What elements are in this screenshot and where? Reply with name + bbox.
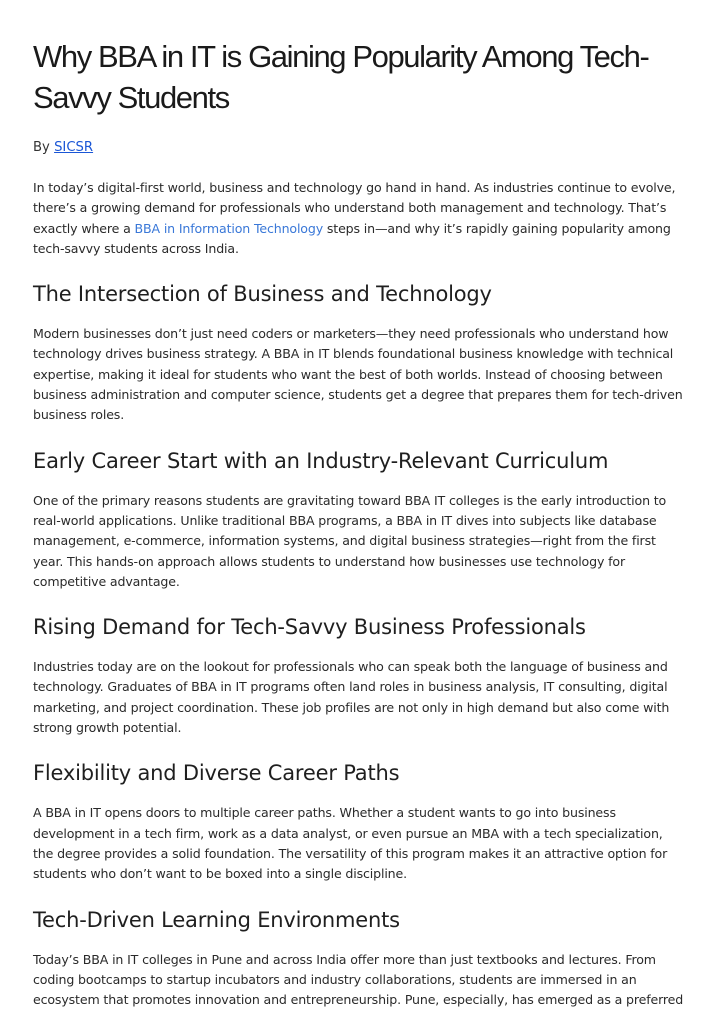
section-heading-early-career: Early Career Start with an Industry-Relevant Curriculum (33, 448, 609, 473)
section-heading-tech-learning: Tech-Driven Learning Environments (33, 907, 400, 932)
section-body-rising-demand: Industries today are on the lookout for professionals who can speak both the language of business and technology. Graduates of BBA in IT programs often land roles in business analysis, IT consulting, digital marketing, and project coordination. These job profiles are not only in high demand but also come with strong growth potential. (33, 659, 670, 736)
section-heading-rising-demand: Rising Demand for Tech-Savvy Business Professionals (33, 615, 586, 640)
section-heading-intersection: The Intersection of Business and Technology (33, 282, 492, 307)
intro-text-after: steps in—and why it’s rapidly gaining popularity among tech-savvy students across India. (33, 220, 671, 256)
intro-paragraph (33, 178, 685, 259)
section-body-intersection: Modern businesses don’t just need coders or marketers—they need professionals who understand how technology drives business strategy. A BBA in IT blends foundational business knowledge with technical expertise, making it ideal for students who want the best of both worlds. Instead of choosing between business administration and computer science, students get a degree that prepares them for tech-driven business roles. (33, 326, 683, 423)
article (33, 36, 685, 1010)
article-title: Why BBA in IT is Gaining Popularity Among Tech-Savvy Students (33, 39, 649, 115)
author-link[interactable]: SICSR (54, 140, 94, 155)
bba-it-link[interactable]: BBA in Information Technology (134, 220, 324, 236)
section-heading-flexibility: Flexibility and Diverse Career Paths (33, 761, 400, 786)
intro-text-before: In today’s digital-first world, business and technology go hand in hand. As industries continue to evolve, there’s a growing demand for professionals who understand both management and technology. That’s exactly where a (33, 180, 676, 236)
section-body-early-career: One of the primary reasons students are gravitating toward BBA IT colleges is the early introduction to real-world applications. Unlike traditional BBA programs, a BBA in IT dives into subjects like database management, e-commerce, information systems, and digital business strategies—right from the first year. This hands-on approach allows students to understand how businesses use technology for competitive advantage. (33, 492, 667, 589)
section-body-flexibility: A BBA in IT opens doors to multiple career paths. Whether a student wants to go into business development in a tech firm, work as a data analyst, or even pursue an MBA with a tech specialization, the degree provides a solid foundation. The versatility of this program makes it an attractive option for students who don’t want to be boxed into a single discipline. (33, 805, 668, 882)
byline (33, 138, 685, 158)
section-body-tech-learning: Today’s BBA in IT colleges in Pune and across India offer more than just textbooks and lectures. From coding bootcamps to startup incubators and industry collaborations, students are immersed in an ecosystem that promotes innovation and entrepreneurship. Pune, especially, has emerged as a preferred (33, 951, 684, 1008)
byline-prefix: By (33, 140, 50, 155)
